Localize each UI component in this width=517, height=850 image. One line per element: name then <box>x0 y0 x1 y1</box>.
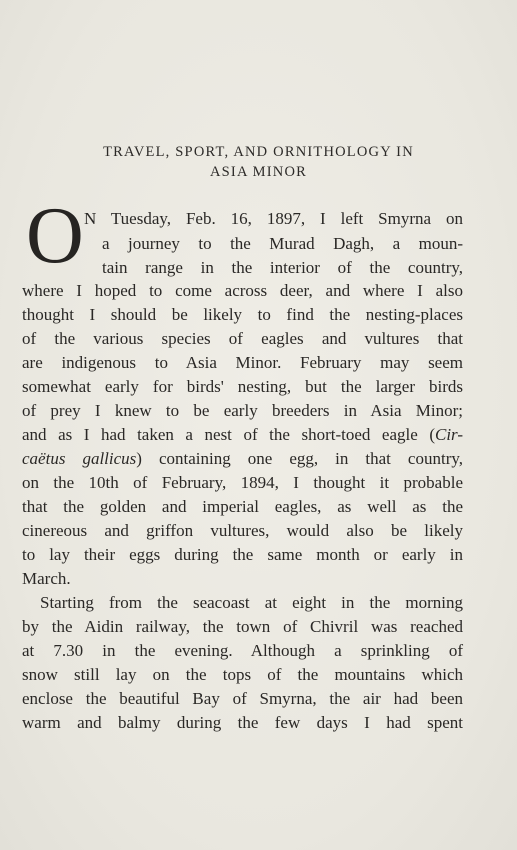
text-line: enclose the beautiful Bay of Smyrna, the air had been <box>22 689 463 708</box>
text-line: by the Aidin railway, the town of Chivril was reached <box>22 617 463 636</box>
text-line: N Tuesday, Feb. 16, 1897, I left Smyrna on <box>84 209 463 228</box>
text-line: tain range in the interior of the country, <box>102 258 463 277</box>
text-segment: ) containing one egg, in that country, <box>136 449 463 468</box>
text-line: somewhat early for birds' nesting, but the larger birds <box>22 377 463 396</box>
text-line: warm and balmy during the few days I had spent <box>22 713 463 732</box>
text-line: of prey I knew to be early breeders in Asia Minor; <box>22 401 463 420</box>
text-line: are indigenous to Asia Minor. February may seem <box>22 353 463 372</box>
text-line: on the 10th of February, 1894, I thought it probable <box>22 473 463 492</box>
text-line <box>22 425 463 445</box>
text-segment: and as I had taken a nest of the short-toed eagle ( <box>22 425 435 444</box>
text-line: to lay their eggs during the same month or early in <box>22 545 463 564</box>
text-line: where I hoped to come across deer, and where I also <box>22 281 463 300</box>
text-line: March. <box>22 569 71 588</box>
text-line: of the various species of eagles and vultures that <box>22 329 463 348</box>
text-line <box>22 449 463 469</box>
text-line: snow still lay on the tops of the mountains which <box>22 665 463 684</box>
text-line: a journey to the Murad Dagh, a moun- <box>102 234 463 253</box>
chapter-title-line-1: TRAVEL, SPORT, AND ORNITHOLOGY IN <box>103 144 414 160</box>
drop-cap: O <box>26 192 84 280</box>
text-line: thought I should be likely to find the nesting-places <box>22 305 463 324</box>
text-line: cinereous and griffon vultures, would also be likely <box>22 521 463 540</box>
italic-species-name: caëtus gallicus <box>22 449 137 468</box>
text-line: Starting from the seacoast at eight in the morning <box>40 593 463 612</box>
text-line: that the golden and imperial eagles, as well as the <box>22 497 463 516</box>
italic-species-name: Cir- <box>435 425 463 444</box>
text-line: at 7.30 in the evening. Although a sprinkling of <box>22 641 463 660</box>
chapter-title-line-2: ASIA MINOR <box>210 164 307 180</box>
